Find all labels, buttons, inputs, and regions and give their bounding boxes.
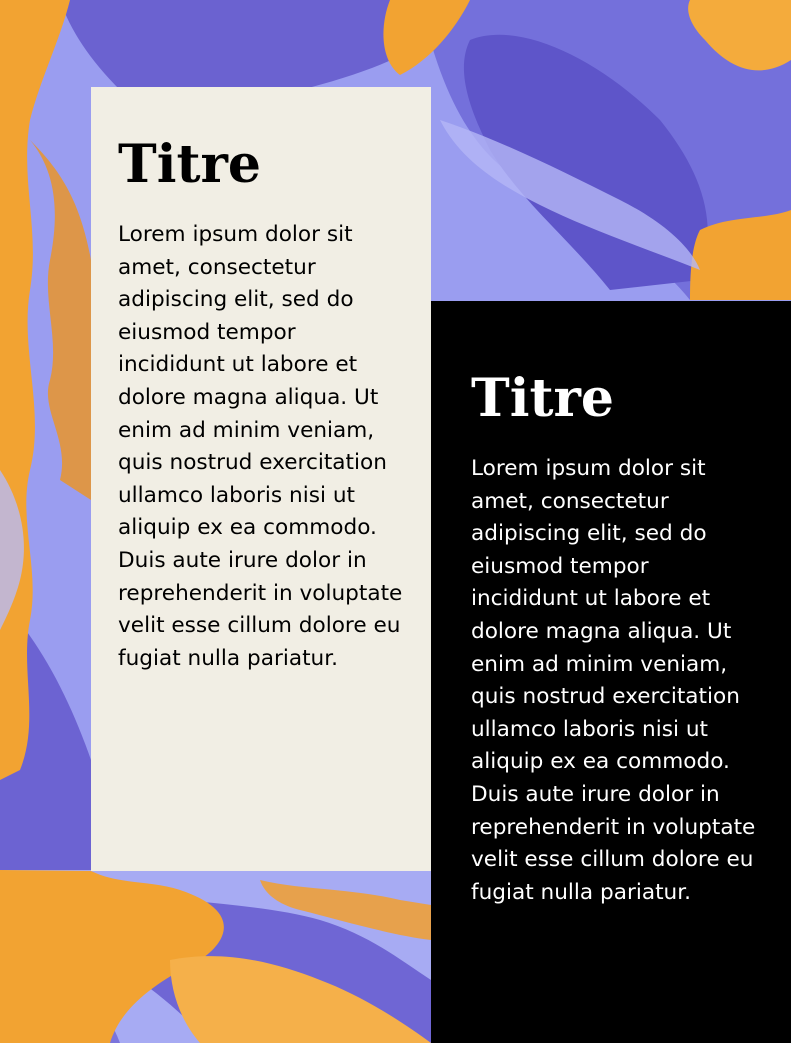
card-body-text: Lorem ipsum dolor sit amet, consectetur adipiscing elit, sed do eiusmod tempor incididunt ut labore et dolore magna aliqua. Ut enim ad minim veniam, quis nostrud exercitation ullamco laboris nisi ut aliquip ex ea commodo. Duis aute irure dolor in reprehenderit in voluptate velit esse cillum dolore eu fugiat nulla pariatur.	[471, 456, 756, 905]
light-text-card	[91, 87, 431, 871]
card-title: Titre	[471, 368, 614, 429]
card-title: Titre	[118, 134, 261, 195]
card-body-text: Lorem ipsum dolor sit amet, consectetur adipiscing elit, sed do eiusmod tempor incididunt ut labore et dolore magna aliqua. Ut enim ad minim veniam, quis nostrud exercitation ullamco laboris nisi ut aliquip ex ea commodo. Duis aute irure dolor in reprehenderit in voluptate velit esse cillum dolore eu fugiat nulla pariatur.	[118, 222, 403, 671]
dark-text-card	[431, 301, 791, 1043]
